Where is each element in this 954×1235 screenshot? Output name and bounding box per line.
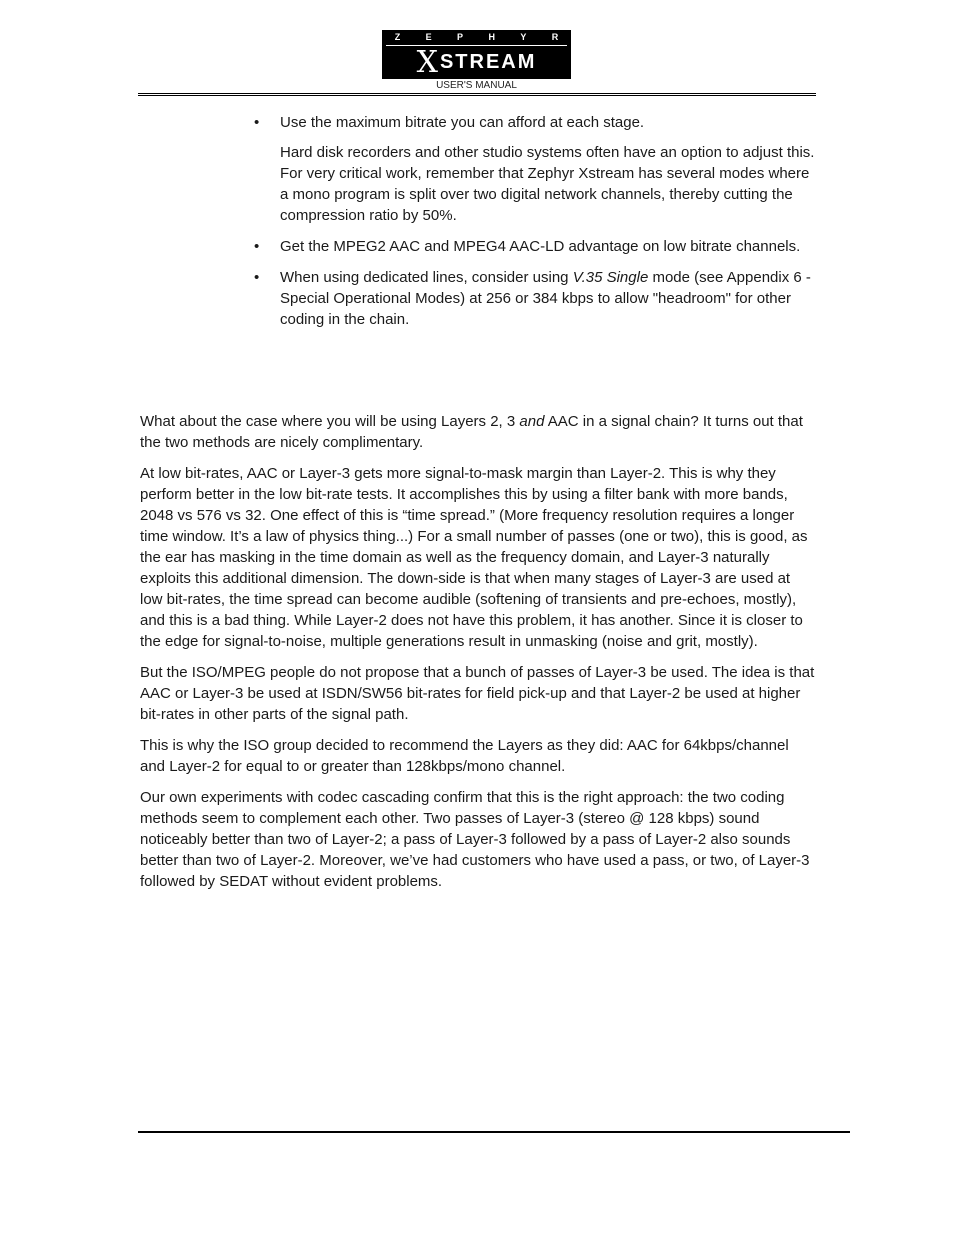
logo-divider (386, 45, 567, 46)
logo-letter: Y (520, 32, 527, 42)
logo-stream: STREAM (439, 50, 537, 73)
logo-x: X (416, 44, 438, 80)
paragraph: This is why the ISO group decided to recommend the Layers as they did: AAC for 64kbps/channel and Layer-2 for equal to or greater than 128kbps/mono channel. (140, 737, 789, 775)
bullet-text: Get the MPEG2 AAC and MPEG4 AAC-LD advantage on low bitrate channels. (280, 238, 801, 255)
body-text (140, 411, 816, 902)
logo-letter: E (425, 32, 432, 42)
paragraph: But the ISO/MPEG people do not propose that a bunch of passes of Layer-3 be used. The idea is that AAC or Layer-3 be used at ISDN/SW56 bit-rates for field pick-up and that Layer-2 be used at higher bit-rates in other parts of the signal path. (140, 664, 815, 723)
bullet-dot: • (254, 238, 260, 255)
recommendation-list (254, 112, 816, 340)
logo-xstream-word (382, 44, 571, 80)
logo-letter: P (457, 32, 464, 42)
manual-subtitle: USER'S MANUAL (436, 80, 517, 91)
header-rule (138, 93, 816, 96)
bullet-text-emphasis: V.35 Single (572, 269, 649, 286)
logo-letter: Z (394, 32, 401, 42)
paragraph (140, 411, 816, 453)
bullet-text: Use the maximum bitrate you can afford at each stage. (280, 114, 645, 131)
paragraph: Our own experiments with codec cascading confirm that this is the right approach: the two coding methods seem to complement each other. Two passes of Layer-3 (stereo @ 128 kbps) sound noticeably better than two of Layer-2; a pass of Layer-3 followed by a pass of Layer-2 also sounds better than two of Layer-2. Moreover, we’ve had customers who have used a pass, or two, of Layer-3 followed by SEDAT without evident problems. (140, 789, 810, 890)
logo-letter: H (488, 32, 495, 42)
bullet-text (280, 267, 816, 330)
list-item (254, 236, 816, 257)
footer-rule (138, 1131, 850, 1133)
paragraph-text: What about the case where you will be using Layers 2, 3 (140, 413, 520, 430)
zephyr-xstream-logo (382, 30, 571, 79)
logo-letter: R (551, 32, 559, 42)
bullet-note: Hard disk recorders and other studio systems often have an option to adjust this. For very critical work, remember that Zephyr Xstream has several modes where a mono program is split over two digital network channels, thereby cutting the compression ratio by 50%. (280, 144, 815, 224)
bullet-dot: • (254, 114, 260, 131)
paragraph: At low bit-rates, AAC or Layer-3 gets more signal-to-mask margin than Layer-2. This is why they perform better in the low bit-rate tests. It accomplishes this by using a filter bank with more bands, 2048 vs 576 vs 32. One effect of this is “time spread.” (More frequency resolution requires a longer time window. It’s a law of physics thing...) For a small number of passes (one or two), this is good, as the ear has masking in the time domain as well as the frequency domain, and Layer-3 naturally exploits this additional dimension. The down-side is that when many stages of Layer-3 are used at low bit-rates, the time spread can become audible (softening of transients and pre-echoes, mostly), and this is a bad thing. While Layer-2 does not have this problem, it has another. Since it is closer to the edge for signal-to-noise, multiple generations result in unmasking (noise and grit, mostly). (140, 465, 808, 650)
list-item (254, 267, 816, 330)
bullet-dot: • (254, 269, 260, 286)
paragraph-emphasis: and (519, 413, 545, 430)
list-item (254, 112, 816, 226)
bullet-text-end: mode (see Appendix 6 - Special Operational Modes) at 256 or 384 kbps to allow "headroom" for other coding in the chain. (280, 269, 811, 328)
logo-zephyr-letters (382, 30, 571, 44)
bullet-text-start: When using dedicated lines, consider using (280, 269, 573, 286)
paragraph-text: AAC in a signal chain? It turns out that the two methods are nicely complimentary. (140, 413, 803, 451)
